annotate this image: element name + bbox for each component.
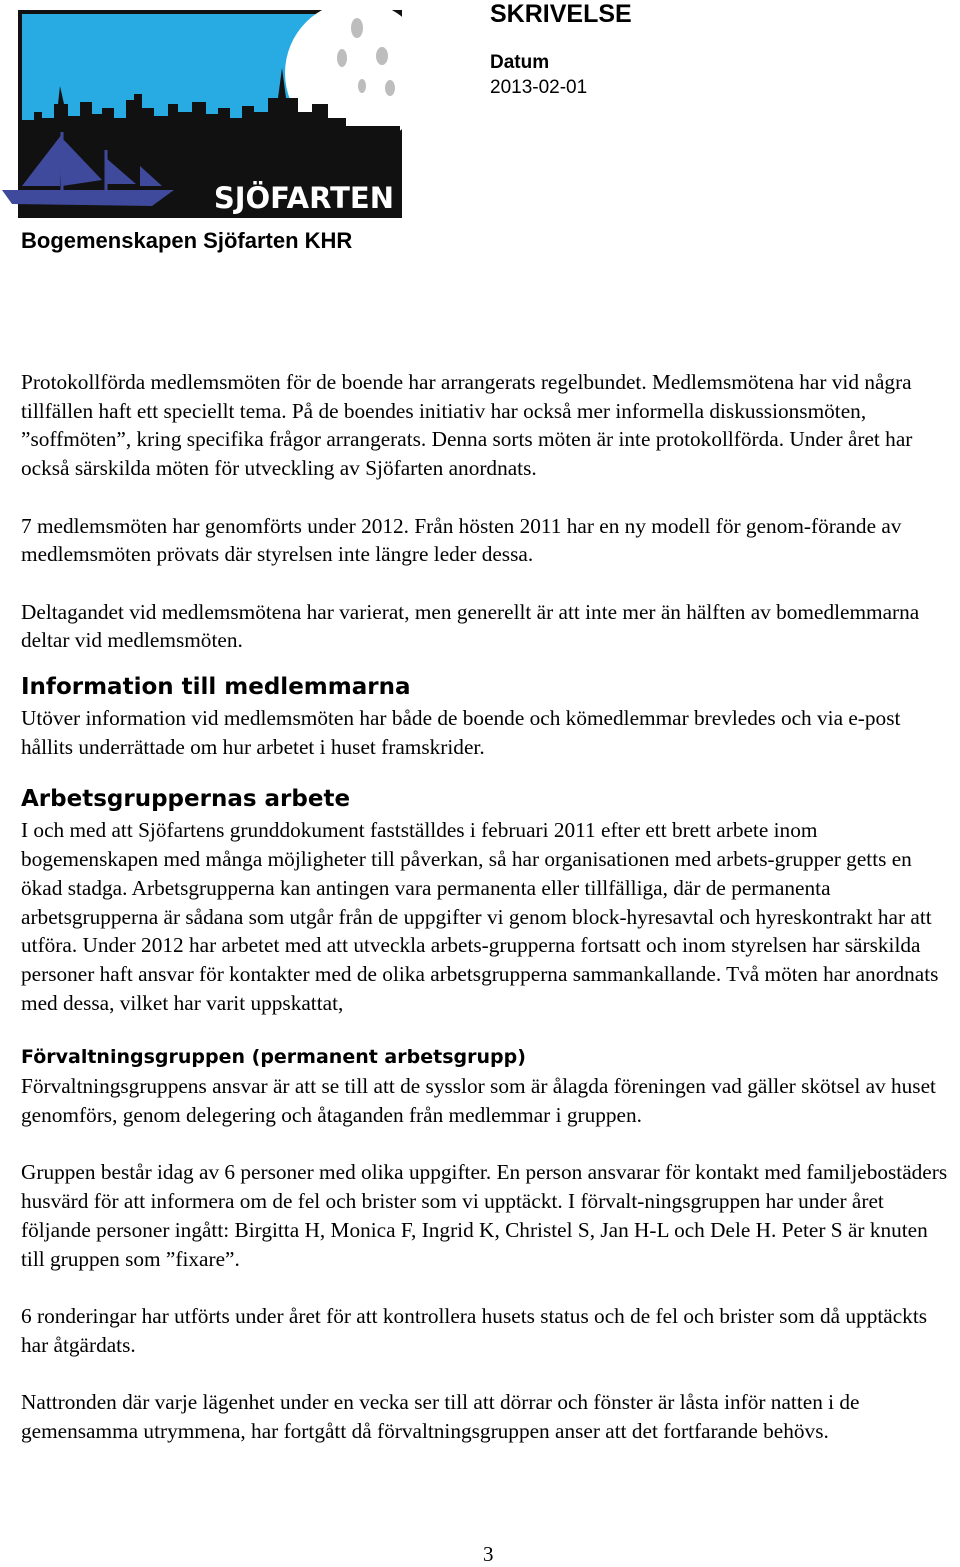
- paragraph-meeting-count: 7 medlemsmöten har genomförts under 2012. Från hösten 2011 har en ny modell för genom-förande av medlemsmöten prövats där styrelsen inte längre leder dessa.: [21, 513, 902, 567]
- paragraph-management-responsibility: Förvaltningsgruppens ansvar är att se till att de sysslor som är ålagda föreningen vad gäller skötsel av huset genomförs, genom delegering och åtaganden från medlemmar i gruppen.: [21, 1074, 936, 1128]
- heading-working-groups: Arbetsgruppernas arbete: [21, 786, 351, 813]
- document-body: [21, 368, 956, 1445]
- document-type: SKRIVELSE: [490, 0, 632, 28]
- paragraph-information: Utöver information vid medlemsmöten har både de boende och kömedlemmar brevledes och via e-post hållits underrättade om hur arbetet i huset framskrider.: [21, 706, 901, 759]
- sjofarten-logo: [2, 8, 404, 220]
- organization-name: Bogemenskapen Sjöfarten KHR: [21, 228, 353, 253]
- paragraph-inspections: 6 ronderingar har utförts under året för att kontrollera husets status och de fel och brister som då upptäckts har åtgärdats.: [21, 1303, 928, 1357]
- heading-information: Information till medlemmarna: [21, 674, 411, 700]
- paragraph-management-members: Gruppen består idag av 6 personer med olika uppgifter. En person ansvarar för kontakt med familjebostäders husvärd för att informera om de fel och brister som vi upptäckt. I förvalt-ningsgruppen har under året följande personer ingått: Birgitta H, Monica F, Ingrid K, Christel S, Jan H-L och Dele H. Peter S är knuten till gruppen som ”fixare”.: [21, 1160, 948, 1271]
- paragraph-night-round: Nattronden där varje lägenhet under en vecka ser till att dörrar och fönster är låsta inför natten i de gemensamma utrymmena, har fortgått då förvaltningsgruppen anser att det fortfarande behövs.: [21, 1390, 860, 1443]
- page-number: 3: [483, 1542, 494, 1566]
- date-label: Datum: [490, 52, 550, 73]
- paragraph-working-groups: I och med att Sjöfartens grunddokument fastställdes i februari 2011 efter ett brett arbete inom bogemenskapen med många möjligheter till påverkan, så har organisationen med arbets-grupper getts en ökad stadga. Arbetsgrupperna kan antingen vara permanenta eller tillfälliga, där de permanenta arbetsgrupperna är sådana som utgår från de uppgifter vi genom block-hyresavtal och hyreskontrakt har att utföra. Under 2012 har arbetet med att utveckla arbets-grupperna fortsatt och inom styrelsen har särskilda personer haft ansvar för kontakter med de olika arbetsgrupperna sammankallande. Två möten har anordnats med dessa, vilket har varit uppskattat,: [21, 818, 939, 1015]
- paragraph-meetings: Protokollförda medlemsmöten för de boende har arrangerats regelbundet. Medlemsmötena har vid några tillfällen haft ett speciellt tema. På de boendes initiativ har också mer informella diskussionsmöten, ”soffmöten”, kring specifika frågor arrangerats. Denna sorts möten är inte protokollförda. Under året har också särskilda möten för utveckling av Sjöfarten anordnats.: [21, 370, 913, 481]
- heading-management-group: Förvaltningsgruppen (permanent arbetsgrupp): [21, 1046, 526, 1069]
- date-value: 2013-02-01: [490, 77, 588, 98]
- paragraph-attendance: Deltagandet vid medlemsmötena har varierat, men generellt är att inte mer än hälften av bomedlemmarna deltar vid medlemsmöten.: [21, 599, 920, 653]
- logo-text: SJÖFARTEN: [213, 181, 394, 215]
